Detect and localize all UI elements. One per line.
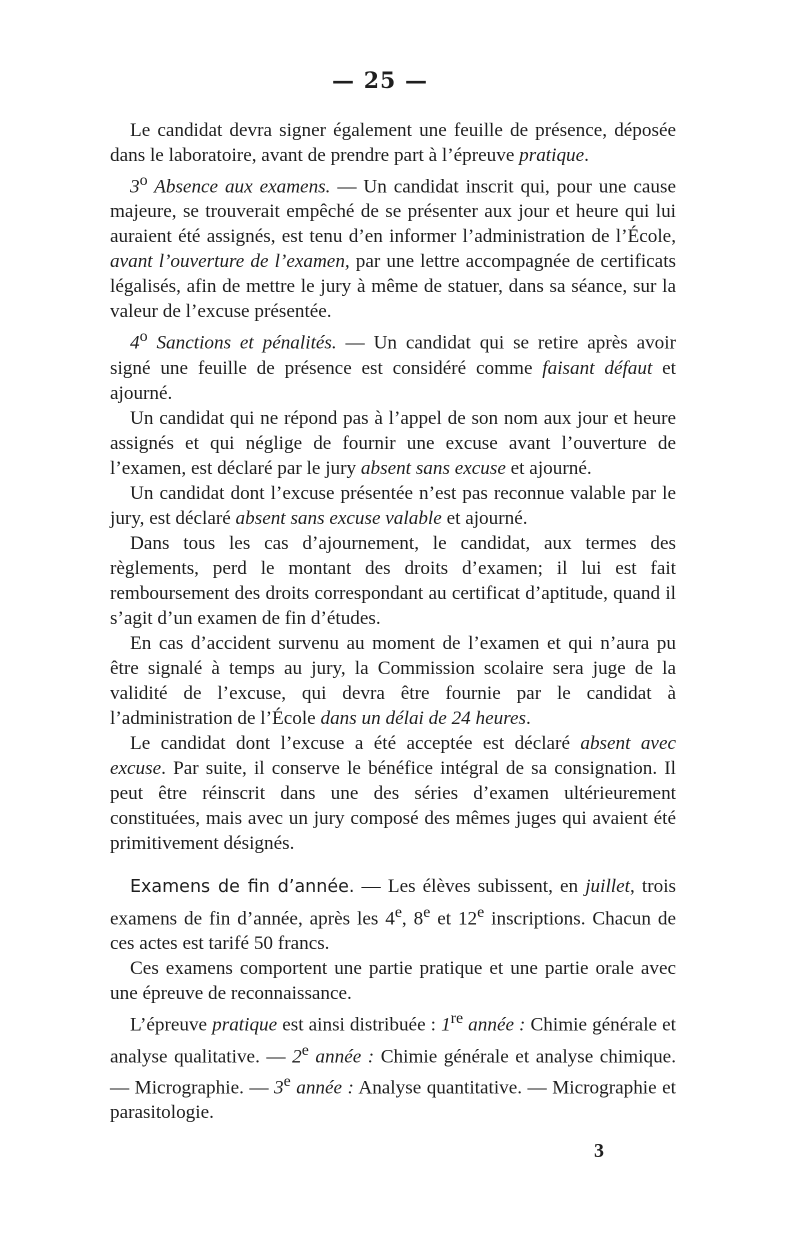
ordinal-mark: o <box>139 328 148 346</box>
text-run: . Par suite, il conserve le bénéfice intégral de sa consignation. Il peut être réinscrit dans une des séries d’examen ultérieurement constituées, mais avec un jury composé des mêmes juges qui avaient été primitivement désignés. <box>110 757 676 854</box>
italic-run: année : <box>463 1014 526 1036</box>
ordinal-mark: e <box>423 903 431 921</box>
text-run: En cas d’accident survenu au moment de l’examen et qui n’aura pu être signalé à temps au jury, la Commission scolaire sera juge de la validité de l’excuse, qui devra être fournie par le candidat à l’administration de l’École <box>110 632 676 729</box>
text-run: Le candidat devra signer également une feuille de présence, déposée dans le laboratoire, avant de prendre part à l’épreuve <box>110 120 676 166</box>
section-number: 3 <box>130 176 140 198</box>
italic-run: pratique <box>519 145 585 166</box>
page-number: — 25 — <box>332 68 428 94</box>
italic-run: pratique <box>212 1014 278 1036</box>
ordinal-mark: o <box>139 172 148 189</box>
text-run: par une lettre accompagnée de certificats légalisés, afin de mettre le jury à même de statuer, dans sa séance, sur la valeur de l’excuse présentée. <box>110 251 677 323</box>
paragraph-attendance-sheet <box>110 118 676 168</box>
text-run: Analyse quantitative. — Micrographie et parasitologie. <box>110 1077 676 1124</box>
section-title: Sanctions et pénalités. <box>147 332 337 354</box>
body-text <box>110 118 676 1125</box>
text-run: Le candidat dont l’excuse a été acceptée est déclaré <box>130 732 581 754</box>
section-title: Absence aux examens. <box>147 176 331 198</box>
text-run: et ajourné. <box>505 457 592 479</box>
text-run: . <box>584 145 589 166</box>
italic-run: faisant défaut <box>542 357 653 379</box>
ordinal-mark: e <box>301 1041 309 1059</box>
italic-run: absent sans excuse valable <box>235 507 442 529</box>
text-run: — Les élèves subissent, en <box>354 875 586 897</box>
text-run: Chimie générale et analyse chimique. — Micrographie. — <box>110 1045 676 1099</box>
paragraph-year-end-exams <box>110 874 676 956</box>
ordinal-mark: e <box>283 1072 291 1090</box>
paragraph-no-response <box>110 406 676 481</box>
ordinal-mark: e <box>477 903 485 921</box>
italic-run: absent sans excuse <box>360 457 506 479</box>
ordinal-mark: e <box>394 903 402 921</box>
paragraph-practical-distribution <box>110 1006 676 1125</box>
text-run: est ainsi distribuée : <box>277 1014 442 1036</box>
year-number: 2 <box>292 1045 302 1067</box>
paragraph-invalid-excuse <box>110 481 676 531</box>
text-run: L’épreuve <box>130 1014 213 1036</box>
paragraph-adjournment: Dans tous les cas d’ajournement, le candidat, aux termes des règlements, perd le montant des droits d’examen; il lui est fait remboursement des droits correspondant au certificat d’aptitude, quand il s’agit d’un examen de fin d’études. <box>110 532 676 629</box>
ordinal-mark: re <box>450 1010 464 1028</box>
year-number: 3 <box>274 1077 284 1099</box>
italic-run: année : <box>308 1045 375 1067</box>
paragraph-sanctions <box>110 324 676 405</box>
paragraph-exam-parts: Ces examens comportent une partie pratique et une partie orale avec une épreuve de reconnaissance. <box>110 958 676 1005</box>
paragraph-absence <box>110 168 676 324</box>
text-run: Un candidat qui ne répond pas à l’appel de son nom aux jour et heure assignés et qui néglige de fournir une excuse avant l’ouverture de l’examen, est déclaré par le jury <box>110 407 676 479</box>
paragraph-accepted-excuse <box>110 731 676 856</box>
signature-mark: 3 <box>594 1140 604 1162</box>
text-run: et ajourné. <box>110 357 676 404</box>
text-run: — Un candidat qui se retire après avoir signé une feuille de présence est considéré comme <box>110 332 676 379</box>
section-number: 4 <box>130 332 140 354</box>
italic-run: absent avec excuse <box>110 732 676 779</box>
italic-run: dans un délai de 24 heures <box>320 707 526 729</box>
text-run: Un candidat dont l’excuse présentée n’est pas reconnue valable par le jury, est déclaré <box>110 482 676 529</box>
text-run: , 8 <box>401 908 424 930</box>
text-run: et ajourné. <box>441 507 528 529</box>
section-heading: Examens de fin d’année. <box>130 876 355 897</box>
italic-run: juillet <box>585 875 630 897</box>
text-run: , trois examens de fin d’année, après les 4 <box>110 875 676 930</box>
year-number: 1 <box>441 1014 451 1036</box>
text-run: — Un candidat inscrit qui, pour une cause majeure, se trouverait empêché de se présenter aux jour et heure qui lui auraient été assignés, est tenu d’en informer l’administration de l’École, <box>110 176 677 248</box>
section-spacer <box>110 856 676 874</box>
text-run: et 12 <box>430 908 478 930</box>
text-run: . <box>526 707 531 729</box>
text-run: inscriptions. Chacun de ces actes est tarifé 50 francs. <box>110 908 676 955</box>
italic-run: année : <box>290 1077 354 1099</box>
paragraph-accident <box>110 631 676 731</box>
text-run: Chimie générale et analyse qualitative. — <box>110 1014 676 1067</box>
italic-run: avant l’ouverture de l’examen, <box>110 251 350 273</box>
